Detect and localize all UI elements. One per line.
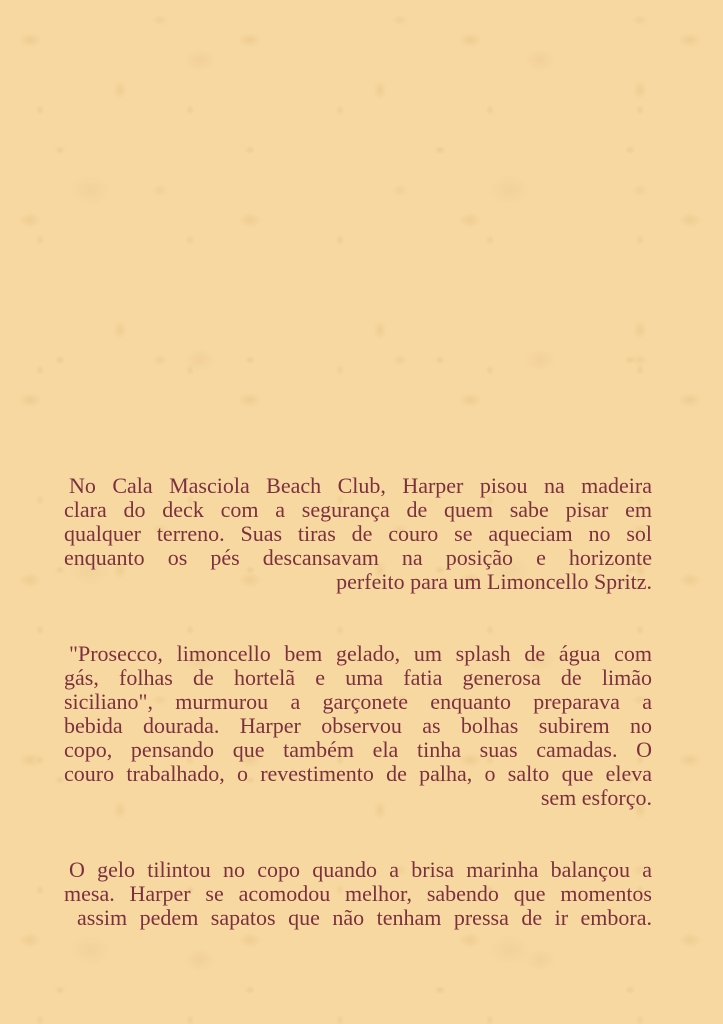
- story-line: copo, pensando que também ela tinha suas camadas. O: [64, 737, 652, 762]
- story-paragraph-2: [64, 642, 652, 810]
- story-line: couro trabalhado, o revestimento de palha, o salto que eleva: [64, 761, 652, 786]
- story-line: gás, folhas de hortelã e uma fatia generosa de limão: [64, 665, 652, 690]
- story-line: assim pedem sapatos que não tenham pressa de ir embora.: [77, 905, 652, 930]
- story-line: O gelo tilintou no copo quando a brisa marinha balançou a: [69, 857, 652, 882]
- story-line: qualquer terreno. Suas tiras de couro se aqueciam no sol: [64, 521, 652, 546]
- story-paragraph-3: [64, 858, 652, 930]
- story-line: "Prosecco, limoncello bem gelado, um splash de água com: [69, 641, 652, 666]
- story-line: clara do deck com a segurança de quem sabe pisar em: [64, 497, 652, 522]
- story-line: perfeito para um Limoncello Spritz.: [336, 569, 652, 594]
- story-text-block: [64, 474, 652, 930]
- story-line: bebida dourada. Harper observou as bolhas subirem no: [64, 713, 652, 738]
- story-line: sem esforço.: [540, 785, 652, 810]
- story-line: No Cala Masciola Beach Club, Harper pisou na madeira: [69, 473, 652, 498]
- story-paragraph-1: [64, 474, 652, 594]
- story-line: enquanto os pés descansavam na posição e horizonte: [64, 545, 652, 570]
- story-line: mesa. Harper se acomodou melhor, sabendo que momentos: [64, 881, 652, 906]
- story-line: siciliano", murmurou a garçonete enquanto preparava a: [64, 689, 652, 714]
